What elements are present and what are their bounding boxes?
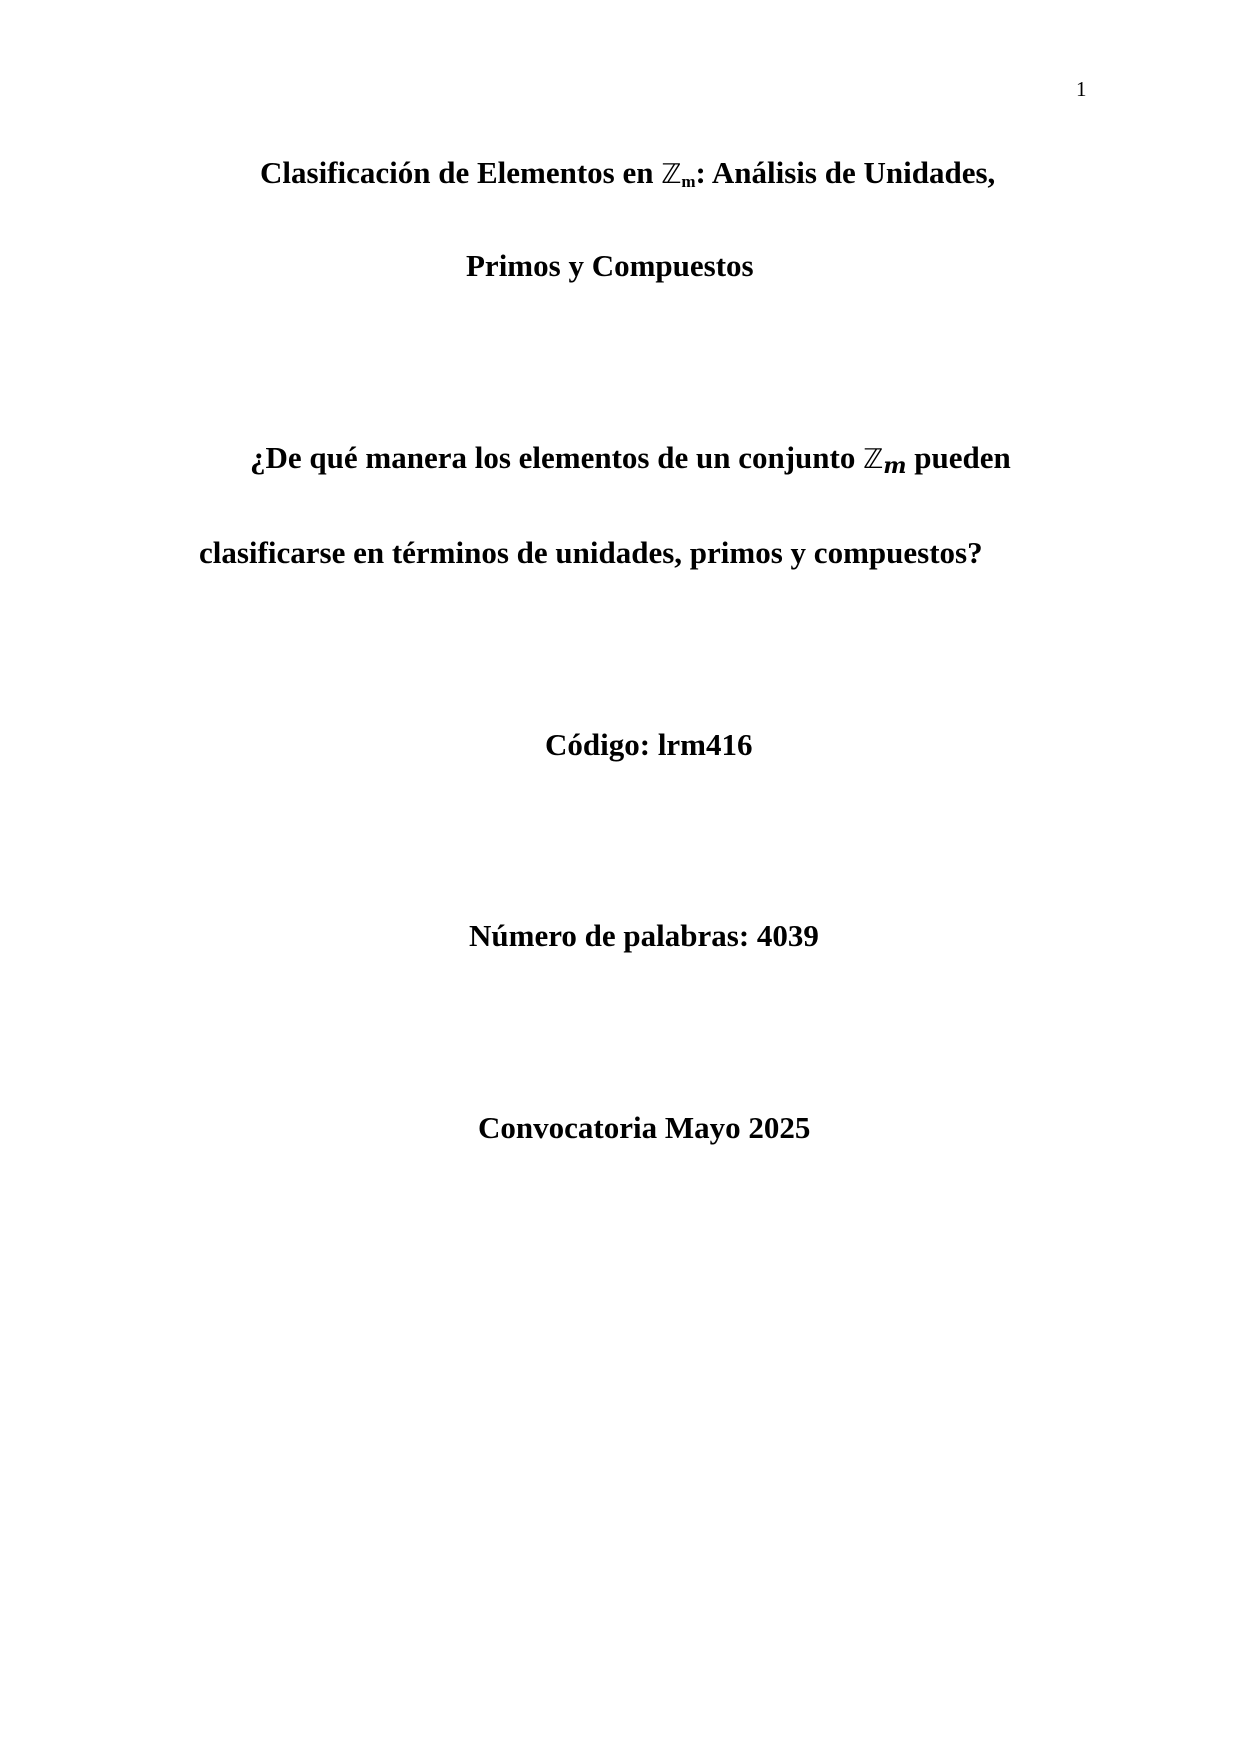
research-question-line-2: clasificarse en términos de unidades, primos y compuestos? <box>199 535 983 570</box>
question-text: ¿De qué manera los elementos de un conjunto <box>250 440 864 475</box>
research-question-line-1 <box>250 440 1011 484</box>
title-text: Clasificación de Elementos en <box>260 155 662 190</box>
word-count: Número de palabras: 4039 <box>469 918 819 953</box>
exam-session: Convocatoria Mayo 2025 <box>478 1110 811 1145</box>
set-symbol: ℤ <box>661 159 682 190</box>
page-number: 1 <box>1076 77 1087 101</box>
question-text: pueden <box>906 440 1011 475</box>
title-line-2: Primos y Compuestos <box>466 248 754 283</box>
set-symbol: ℤ <box>863 444 884 475</box>
candidate-code: Código: lrm416 <box>545 727 753 762</box>
set-subscript: m <box>681 172 696 191</box>
title-line-1 <box>260 155 995 200</box>
title-text: : Análisis de Unidades, <box>695 155 996 190</box>
set-subscript: m <box>883 453 907 479</box>
